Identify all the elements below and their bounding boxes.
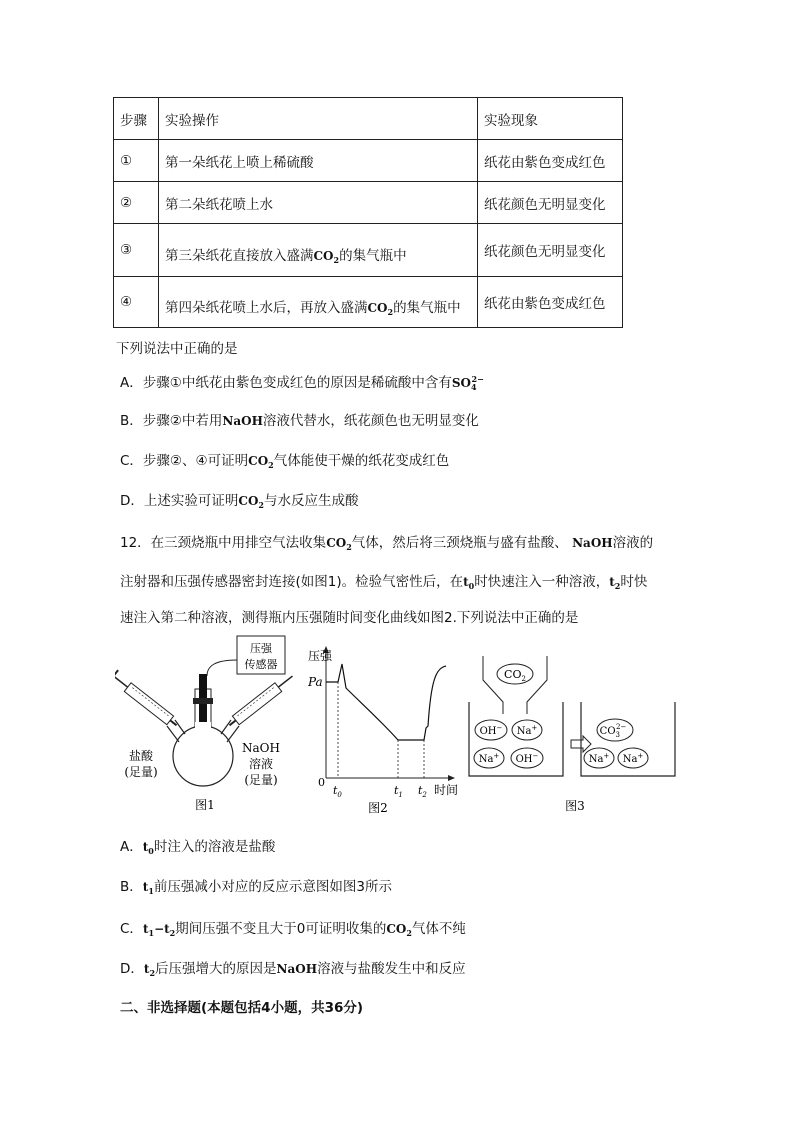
table-header-result: 实验现象 xyxy=(478,98,623,140)
x-axis-arrow xyxy=(448,775,455,781)
figure-3-caption: 图3 xyxy=(565,799,585,813)
option-text: 前压强减小对应的反应示意图如图3所示 xyxy=(153,879,392,895)
left-label-hcl: 盐酸 xyxy=(128,749,154,763)
left-neck xyxy=(167,726,179,742)
q12-line-3: 速注入第二种溶液，测得瓶内压强随时间变化曲线如图2.下列说法中正确的是 xyxy=(120,610,579,626)
figure-1-apparatus xyxy=(115,634,295,816)
experiment-table xyxy=(113,97,623,328)
symbol-subscript: 1 xyxy=(148,886,154,896)
option-letter: D． xyxy=(120,961,144,977)
right-label-naoh: NaOH xyxy=(242,741,280,755)
table-cell-operation xyxy=(159,224,478,277)
symbol-base: t xyxy=(142,840,149,854)
x-axis-label: 时间 xyxy=(434,783,459,797)
table-cell-step: ② xyxy=(114,182,159,224)
option-text-post: 溶液代替水，纸花颜色也无明显变化 xyxy=(262,413,479,429)
time-symbol xyxy=(143,880,154,894)
na-label: Na+ xyxy=(478,752,500,765)
t0-label: $t_0$ xyxy=(333,784,342,799)
formula-subscript: 2 xyxy=(387,306,394,317)
table-row xyxy=(114,182,623,224)
right-neck xyxy=(221,720,231,734)
pa-label: Pa xyxy=(308,675,323,689)
option-text-post: 气体能使干燥的纸花变成红色 xyxy=(273,453,450,469)
t2-label: $t_2$ xyxy=(418,784,427,799)
neck-joint xyxy=(195,722,211,730)
right-syringe xyxy=(226,672,295,730)
table-header-row xyxy=(114,98,623,140)
symbol-base: t xyxy=(142,880,149,894)
table-cell-operation xyxy=(159,277,478,328)
figure-3-reaction-diagram xyxy=(465,652,685,816)
t1-label: $t_1$ xyxy=(394,784,403,799)
table-cell-result: 纸花颜色无明显变化 xyxy=(478,224,623,277)
table-row xyxy=(114,140,623,182)
option-text: 期间压强不变且大于0可证明收集的 xyxy=(175,921,387,937)
table-cell-result: 纸花由紫色变成红色 xyxy=(478,140,623,182)
operation-text: 第一朵纸花上喷上稀硫酸 xyxy=(165,154,314,171)
option-letter: A． xyxy=(120,839,143,855)
syringe-barrel xyxy=(232,683,281,725)
left-label-sufficient: (足量) xyxy=(124,765,158,779)
naoh-formula: NaOH xyxy=(222,414,263,428)
question-text-mid: 气体，然后将三颈烧瓶与盛有盐酸、 xyxy=(351,535,568,551)
formula-base: CO xyxy=(367,300,388,315)
formula-subscript: 2 xyxy=(268,460,274,470)
symbol-base: t xyxy=(463,575,469,589)
syringe-plunger xyxy=(278,676,292,687)
formula-base: CO xyxy=(248,454,269,468)
stopper xyxy=(193,698,213,704)
operation-text: 第四朵纸花喷上水后，再放入盛满 xyxy=(165,299,368,316)
q12-line-2 xyxy=(120,570,647,591)
option-text-post: 与水反应生成酸 xyxy=(264,493,359,509)
q12-option-b xyxy=(120,875,392,896)
formula-superscript: 2− xyxy=(471,374,484,384)
oh-label: OH− xyxy=(479,724,503,737)
time-symbol xyxy=(463,575,474,589)
right-label-solution: 溶液 xyxy=(248,757,274,771)
q12-line-1 xyxy=(120,531,653,552)
table-header-operation: 实验操作 xyxy=(159,98,478,140)
operation-text-post: 的集气瓶中 xyxy=(393,299,461,316)
formula-base: CO xyxy=(313,248,334,263)
symbol-subscript: 2 xyxy=(614,581,621,591)
formula-base: CO xyxy=(326,536,347,550)
q12-option-d xyxy=(120,957,466,978)
figure-1-caption: 图1 xyxy=(195,798,215,812)
table-cell-step: ④ xyxy=(114,277,159,328)
time-symbol xyxy=(144,962,155,976)
symbol-base: t xyxy=(609,575,615,589)
formula-subscript: 2 xyxy=(258,500,264,510)
y-axis-label: 压强 xyxy=(308,649,333,663)
figure-2-pressure-chart xyxy=(300,640,465,816)
table-cell-result: 纸花由紫色变成红色 xyxy=(478,277,623,328)
symbol-subscript: 2 xyxy=(169,928,176,938)
co2-formula xyxy=(314,249,340,263)
symbol-subscript: 0 xyxy=(148,846,154,856)
q12-option-a xyxy=(120,835,275,856)
option-text-post: 溶液与盐酸发生中和反应 xyxy=(317,961,466,977)
formula-subscript: 2 xyxy=(333,254,340,265)
sulfate-formula xyxy=(452,376,489,390)
formula-base: CO xyxy=(386,922,407,936)
table-header-step: 步骤 xyxy=(114,98,159,140)
option-text-post: 气体不纯 xyxy=(411,921,466,937)
left-syringe xyxy=(115,670,181,731)
question-text-post: 溶液的 xyxy=(612,535,654,551)
flask-body xyxy=(173,726,233,786)
sensor-wire xyxy=(207,660,237,676)
oh-label: OH− xyxy=(515,752,539,765)
formula-base: CO xyxy=(238,494,259,508)
na-label: Na+ xyxy=(622,752,644,765)
co2-label: $CO_2$ xyxy=(504,668,526,683)
table-row xyxy=(114,224,623,277)
pressure-curve xyxy=(326,664,446,740)
symbol-dash: − xyxy=(154,922,165,936)
time-symbol xyxy=(143,840,154,854)
q11-prompt: 下列说法中正确的是 xyxy=(116,341,238,357)
time-range-symbol xyxy=(143,922,175,936)
question-text: 注射器和压强传感器密封连接(如图1)。检验气密性后，在 xyxy=(120,574,464,590)
co2-formula xyxy=(326,536,352,550)
co2-formula xyxy=(248,454,274,468)
syringe-plunger xyxy=(115,676,128,687)
co3-label: $CO_32-$ xyxy=(599,723,627,739)
na-label: Na+ xyxy=(516,724,538,737)
sensor-label-1: 压强 xyxy=(250,642,272,655)
operation-text: 第二朵纸花喷上水 xyxy=(165,196,273,213)
symbol-subscript: 1 xyxy=(148,928,155,938)
sensor-label-2: 传感器 xyxy=(244,658,278,671)
co2-formula xyxy=(238,494,264,508)
q12-option-c xyxy=(120,917,466,938)
formula-subscript: 2 xyxy=(406,928,412,938)
option-letter: C． xyxy=(120,921,143,937)
section-heading: 二、非选择题(本题包括4小题，共36分) xyxy=(120,1000,364,1016)
question-text-post: 时快 xyxy=(620,574,648,590)
symbol-subscript: 2 xyxy=(149,968,156,978)
symbol-base: t xyxy=(143,962,150,976)
q11-option-d xyxy=(120,489,359,510)
table-row xyxy=(114,277,623,328)
table-cell-result: 纸花颜色无明显变化 xyxy=(478,182,623,224)
option-text: 后压强增大的原因是 xyxy=(155,961,277,977)
naoh-formula: NaOH xyxy=(276,962,318,976)
symbol-base: t xyxy=(164,922,170,936)
question-text-mid: 时快速注入一种溶液， xyxy=(474,574,610,590)
symbol-base: t xyxy=(142,922,149,936)
question-text: 12．在三颈烧瓶中用排空气法收集 xyxy=(120,535,327,551)
table-cell-step: ① xyxy=(114,140,159,182)
time-symbol xyxy=(609,575,620,589)
co2-formula xyxy=(386,922,412,936)
na-label: Na+ xyxy=(588,752,610,765)
co2-formula xyxy=(368,301,394,315)
table-cell-step: ③ xyxy=(114,224,159,277)
option-text: B．步骤②中若用 xyxy=(120,413,223,429)
option-letter: B． xyxy=(120,879,143,895)
origin-label: 0 xyxy=(318,776,325,789)
operation-text: 第三朵纸花直接放入盛满 xyxy=(165,247,314,264)
operation-text-post: 的集气瓶中 xyxy=(339,247,407,264)
formula-subscript: 4 xyxy=(470,382,477,392)
option-text: D．上述实验可证明 xyxy=(120,493,239,509)
naoh-formula: NaOH xyxy=(572,536,613,550)
option-text: 时注入的溶液是盐酸 xyxy=(153,839,276,855)
formula-base: SO xyxy=(451,376,471,390)
syringe-barrel xyxy=(124,683,173,725)
right-neck xyxy=(227,726,239,742)
q11-option-a xyxy=(120,371,489,392)
figure-2-caption: 图2 xyxy=(368,801,388,815)
formula-subscript: 2 xyxy=(346,542,352,552)
right-label-sufficient: (足量) xyxy=(244,773,278,787)
option-text: A．步骤①中纸花由紫色变成红色的原因是稀硫酸中含有 xyxy=(120,375,452,391)
symbol-subscript: 0 xyxy=(468,581,475,591)
q11-option-c xyxy=(120,449,449,470)
option-text: C．步骤②、④可证明 xyxy=(120,453,249,469)
table-cell-operation xyxy=(159,140,478,182)
q11-option-b xyxy=(120,409,479,429)
left-neck xyxy=(175,720,185,734)
table-cell-operation xyxy=(159,182,478,224)
